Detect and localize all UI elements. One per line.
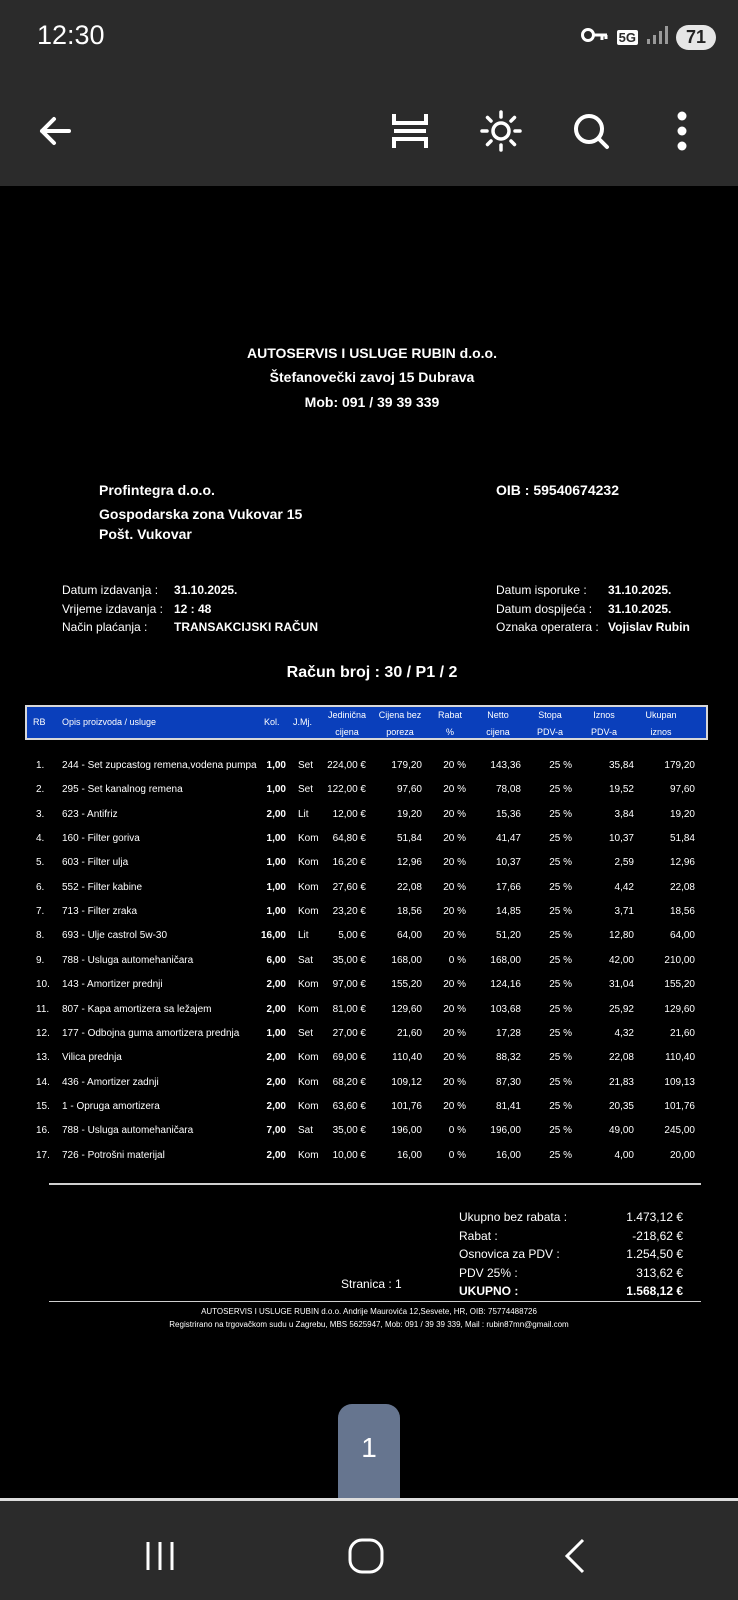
item-quantity: 1,00 <box>266 833 286 845</box>
payment-method-value: TRANSAKCIJSKI RAČUN <box>174 620 319 634</box>
table-row <box>0 1095 738 1119</box>
item-net-price: 17,66 <box>495 881 521 893</box>
item-description: 623 - Antifriz <box>62 808 118 820</box>
item-vat-amount: 3,84 <box>614 808 634 820</box>
item-unit: Lit <box>298 808 309 820</box>
col-iznos-pdv: Iznos PDV-a <box>590 710 617 737</box>
customer-city: Pošt. Vukovar <box>99 526 192 542</box>
item-discount: 20 % <box>443 1076 466 1088</box>
item-quantity: 2,00 <box>266 1076 286 1088</box>
item-discount: 0 % <box>448 1149 466 1161</box>
item-discount: 20 % <box>443 808 466 820</box>
item-rb: 13. <box>36 1052 50 1064</box>
issue-date-value: 31.10.2025. <box>174 583 238 597</box>
item-net-price: 81,41 <box>495 1100 521 1112</box>
item-total: 210,00 <box>664 954 695 966</box>
customer-oib: OIB : 59540674232 <box>496 482 619 498</box>
item-vat-rate: 25 % <box>549 784 572 796</box>
table-row <box>0 754 738 778</box>
item-price-excl-tax: 109,12 <box>391 1076 422 1088</box>
item-vat-amount: 21,83 <box>608 1076 634 1088</box>
item-unit-price: 16,20 € <box>332 857 366 869</box>
item-vat-amount: 10,37 <box>608 833 634 845</box>
item-vat-amount: 49,00 <box>608 1125 634 1137</box>
vat-value: 313,62 € <box>636 1266 683 1280</box>
col-stopa-pdv: Stopa PDV-a <box>536 710 563 737</box>
total-value: 1.568,12 € <box>626 1284 683 1298</box>
item-discount: 20 % <box>443 979 466 991</box>
item-vat-rate: 25 % <box>549 881 572 893</box>
divider-top <box>49 1183 701 1185</box>
col-kol: Kol. <box>264 717 280 727</box>
item-description: 160 - Filter goriva <box>62 833 140 845</box>
table-row <box>0 851 738 875</box>
item-net-price: 14,85 <box>495 906 521 918</box>
delivery-date-label: Datum isporuke : <box>496 583 587 597</box>
invoice-number: Račun broj : 30 / P1 / 2 <box>286 664 458 681</box>
item-total: 110,40 <box>665 1052 695 1064</box>
back-arrow-icon[interactable] <box>25 101 85 161</box>
item-vat-amount: 22,08 <box>608 1052 634 1064</box>
item-vat-rate: 25 % <box>549 760 572 771</box>
item-total: 129,60 <box>664 1003 695 1015</box>
item-description: 807 - Kapa amortizera sa ležajem <box>62 1003 212 1015</box>
status-time: 12:30 <box>37 20 105 50</box>
item-description: 552 - Filter kabine <box>62 881 143 893</box>
item-unit: Kom <box>298 906 319 918</box>
item-quantity: 7,00 <box>266 1125 286 1137</box>
item-rb: 6. <box>36 881 45 893</box>
item-rb: 7. <box>36 906 45 918</box>
item-quantity: 1,00 <box>266 906 286 918</box>
item-rb: 5. <box>36 857 45 869</box>
col-jedinicna-cijena: Jedinična cijena <box>327 710 367 737</box>
item-quantity: 1,00 <box>266 857 286 869</box>
item-vat-rate: 25 % <box>549 1076 572 1088</box>
table-row <box>0 924 738 948</box>
item-rb: 16. <box>36 1125 50 1137</box>
item-unit-price: 224,00 € <box>327 760 366 771</box>
item-unit-price: 97,00 € <box>332 979 366 991</box>
col-netto-cijena: Netto cijena <box>486 710 510 737</box>
item-vat-rate: 25 % <box>549 954 572 966</box>
discount-value: -218,62 € <box>632 1229 683 1243</box>
item-unit: Set <box>298 760 314 771</box>
item-unit-price: 68,20 € <box>332 1076 366 1088</box>
item-total: 12,96 <box>669 857 695 869</box>
item-quantity: 2,00 <box>266 1100 286 1112</box>
item-unit: Sat <box>298 954 314 966</box>
item-description: Vilica prednja <box>62 1052 122 1064</box>
item-price-excl-tax: 155,20 <box>391 979 422 991</box>
item-net-price: 17,28 <box>495 1027 521 1039</box>
item-price-excl-tax: 16,00 <box>396 1149 422 1161</box>
item-rb: 15. <box>36 1100 50 1112</box>
item-rb: 1. <box>36 760 45 771</box>
company-name: AUTOSERVIS I USLUGE RUBIN d.o.o. <box>247 345 497 361</box>
item-net-price: 196,00 <box>490 1125 521 1137</box>
item-vat-rate: 25 % <box>549 1052 572 1064</box>
item-unit: Kom <box>298 1076 319 1088</box>
item-description: 295 - Set kanalnog remena <box>62 784 183 796</box>
item-net-price: 143,36 <box>490 760 521 771</box>
navigation-bar <box>0 1498 738 1600</box>
item-description: 603 - Filter ulja <box>62 857 129 869</box>
col-rabat: Rabat % <box>437 710 463 737</box>
item-net-price: 103,68 <box>490 1003 521 1015</box>
vat-label: PDV 25% : <box>459 1266 518 1280</box>
invoice-document <box>0 186 738 1498</box>
item-vat-amount: 35,84 <box>608 760 634 771</box>
item-rb: 8. <box>36 930 45 942</box>
item-description: 713 - Filter zraka <box>62 906 138 918</box>
item-vat-amount: 3,71 <box>614 906 634 918</box>
item-description: 143 - Amortizer prednji <box>62 979 163 991</box>
item-unit: Set <box>298 784 314 796</box>
table-row <box>0 900 738 924</box>
item-price-excl-tax: 129,60 <box>391 1003 422 1015</box>
item-rb: 4. <box>36 833 45 845</box>
item-vat-rate: 25 % <box>549 906 572 918</box>
item-quantity: 2,00 <box>266 808 286 820</box>
item-discount: 20 % <box>443 1003 466 1015</box>
operator-value: Vojislav Rubin <box>608 620 690 634</box>
item-total: 18,56 <box>669 906 695 918</box>
item-rb: 11. <box>36 1003 50 1015</box>
item-net-price: 168,00 <box>490 954 521 966</box>
item-net-price: 16,00 <box>495 1149 521 1161</box>
item-total: 101,76 <box>664 1100 695 1112</box>
brightness-icon[interactable] <box>471 101 531 161</box>
item-vat-amount: 4,00 <box>614 1149 634 1161</box>
item-total: 20,00 <box>669 1149 695 1161</box>
item-description: 1 - Opruga amortizera <box>62 1100 160 1112</box>
payment-method-label: Način plaćanja : <box>62 620 148 634</box>
item-total: 97,60 <box>669 784 695 796</box>
item-net-price: 51,20 <box>495 930 521 942</box>
item-total: 22,08 <box>669 881 695 893</box>
item-quantity: 2,00 <box>266 1003 286 1015</box>
vpn-key-icon <box>581 27 609 48</box>
item-vat-amount: 25,92 <box>608 1003 634 1015</box>
table-row <box>0 778 738 802</box>
table-row <box>0 1119 738 1143</box>
discount-label: Rabat : <box>459 1229 498 1243</box>
item-total: 51,84 <box>669 833 695 845</box>
col-opis: Opis proizvoda / usluge <box>62 717 157 727</box>
item-price-excl-tax: 196,00 <box>391 1125 422 1137</box>
network-type: 5G <box>618 29 636 45</box>
col-rb: RB <box>33 717 46 727</box>
item-total: 19,20 <box>669 808 695 820</box>
customer-name: Profintegra d.o.o. <box>99 482 215 498</box>
item-unit: Kom <box>298 1100 319 1112</box>
item-price-excl-tax: 179,20 <box>391 760 422 771</box>
item-discount: 20 % <box>443 906 466 918</box>
item-vat-rate: 25 % <box>549 930 572 942</box>
item-price-excl-tax: 51,84 <box>396 833 422 845</box>
item-price-excl-tax: 101,76 <box>391 1100 422 1112</box>
item-total: 179,20 <box>664 760 695 771</box>
item-vat-amount: 12,80 <box>608 930 634 942</box>
item-vat-amount: 20,35 <box>608 1100 634 1112</box>
table-row <box>0 803 738 827</box>
item-unit: Kom <box>298 1149 319 1161</box>
item-vat-amount: 31,04 <box>608 979 634 991</box>
item-net-price: 88,32 <box>495 1052 521 1064</box>
item-total: 109,13 <box>664 1076 695 1088</box>
col-jm: J.Mj. <box>293 717 312 727</box>
item-price-excl-tax: 168,00 <box>391 954 422 966</box>
item-price-excl-tax: 21,60 <box>396 1027 422 1039</box>
item-vat-rate: 25 % <box>549 979 572 991</box>
item-quantity: 2,00 <box>266 979 286 991</box>
item-rb: 3. <box>36 808 45 820</box>
item-description: 436 - Amortizer zadnji <box>62 1076 159 1088</box>
item-discount: 0 % <box>448 954 466 966</box>
table-row <box>0 876 738 900</box>
item-vat-rate: 25 % <box>549 1100 572 1112</box>
item-price-excl-tax: 12,96 <box>396 857 422 869</box>
item-rb: 9. <box>36 954 45 966</box>
item-unit: Kom <box>298 1003 319 1015</box>
item-unit: Kom <box>298 857 319 869</box>
item-unit-price: 122,00 € <box>327 784 366 796</box>
item-price-excl-tax: 19,20 <box>396 808 422 820</box>
item-total: 64,00 <box>669 930 695 942</box>
item-description: 177 - Odbojna guma amortizera prednja <box>62 1027 240 1039</box>
item-vat-amount: 4,42 <box>614 881 634 893</box>
item-discount: 20 % <box>443 1100 466 1112</box>
item-rb: 17. <box>36 1149 50 1161</box>
table-row <box>0 1071 738 1095</box>
item-unit: Sat <box>298 1125 314 1137</box>
home-icon[interactable] <box>336 1531 396 1581</box>
item-unit-price: 10,00 € <box>332 1149 366 1161</box>
item-unit: Kom <box>298 979 319 991</box>
item-vat-rate: 25 % <box>549 808 572 820</box>
item-unit: Kom <box>298 881 319 893</box>
more-vert-icon[interactable] <box>652 101 712 161</box>
item-vat-rate: 25 % <box>549 1149 572 1161</box>
tax-base-label: Osnovica za PDV : <box>459 1247 560 1261</box>
item-description: 693 - Ulje castrol 5w-30 <box>62 930 168 942</box>
item-price-excl-tax: 110,40 <box>392 1052 422 1064</box>
item-vat-rate: 25 % <box>549 833 572 845</box>
company-address: Štefanovečki zavoj 15 Dubrava <box>269 369 475 385</box>
item-discount: 0 % <box>448 1125 466 1137</box>
item-unit-price: 63,60 € <box>332 1100 366 1112</box>
recent-apps-icon[interactable] <box>130 1531 190 1581</box>
item-unit: Kom <box>298 833 319 845</box>
item-net-price: 124,16 <box>490 979 521 991</box>
subtotal-value: 1.473,12 € <box>626 1210 683 1224</box>
signal-icon <box>646 25 668 50</box>
item-unit-price: 69,00 € <box>332 1052 366 1064</box>
subtotal-label: Ukupno bez rabata : <box>459 1210 568 1224</box>
item-unit-price: 64,80 € <box>332 833 366 845</box>
table-row <box>0 1046 738 1070</box>
item-rb: 14. <box>36 1076 50 1088</box>
item-description: 726 - Potrošni materijal <box>62 1149 165 1161</box>
due-date-label: Datum dospijeća : <box>496 602 593 616</box>
item-vat-rate: 25 % <box>549 1027 572 1039</box>
item-quantity: 6,00 <box>266 954 286 966</box>
company-phone: Mob: 091 / 39 39 339 <box>304 394 440 410</box>
col-ukupan-iznos: Ukupan iznos <box>645 710 677 737</box>
item-vat-rate: 25 % <box>549 857 572 869</box>
item-discount: 20 % <box>443 1052 466 1064</box>
item-discount: 20 % <box>443 784 466 796</box>
item-price-excl-tax: 22,08 <box>396 881 422 893</box>
item-net-price: 87,30 <box>495 1076 521 1088</box>
item-vat-amount: 19,52 <box>608 784 634 796</box>
item-unit-price: 23,20 € <box>332 906 366 918</box>
item-description: 244 - Set zupcastog remena,vodena pumpa <box>62 760 257 771</box>
footer-line-2: Registrirano na trgovačkom sudu u Zagrebu, MBS 5625947, Mob: 091 / 39 39 339, Mail : rubin87mn@gmail.com <box>169 1320 569 1329</box>
item-quantity: 2,00 <box>266 1052 286 1064</box>
footer-line-1: AUTOSERVIS I USLUGE RUBIN d.o.o. Andrije Maurovića 12,Sesvete, HR, OIB: 75774488726 <box>201 1307 537 1316</box>
item-net-price: 15,36 <box>495 808 521 820</box>
item-discount: 20 % <box>443 1027 466 1039</box>
table-row <box>0 1144 738 1168</box>
item-unit-price: 27,60 € <box>332 881 366 893</box>
item-unit-price: 12,00 € <box>332 808 366 820</box>
item-vat-rate: 25 % <box>549 1003 572 1015</box>
table-header <box>25 705 708 740</box>
item-quantity: 1,00 <box>266 760 286 771</box>
item-discount: 20 % <box>443 881 466 893</box>
item-rb: 12. <box>36 1027 50 1039</box>
due-date-value: 31.10.2025. <box>608 602 672 616</box>
item-total: 245,00 <box>664 1125 695 1137</box>
item-price-excl-tax: 18,56 <box>396 906 422 918</box>
item-price-excl-tax: 97,60 <box>396 784 422 796</box>
item-unit: Lit <box>298 930 309 942</box>
item-discount: 20 % <box>443 857 466 869</box>
page-label: Stranica : 1 <box>341 1277 402 1291</box>
table-row <box>0 973 738 997</box>
issue-time-label: Vrijeme izdavanja : <box>62 602 163 616</box>
viewer-toolbar <box>0 76 738 186</box>
item-rb: 2. <box>36 784 45 796</box>
customer-address: Gospodarska zona Vukovar 15 <box>99 506 303 522</box>
total-label: UKUPNO : <box>459 1284 519 1298</box>
item-unit-price: 81,00 € <box>332 1003 366 1015</box>
item-vat-amount: 42,00 <box>608 954 634 966</box>
item-unit-price: 5,00 € <box>338 930 366 942</box>
item-quantity: 1,00 <box>266 881 286 893</box>
item-net-price: 78,08 <box>495 784 521 796</box>
table-row <box>0 949 738 973</box>
item-unit-price: 35,00 € <box>332 954 366 966</box>
item-rb: 10. <box>36 979 50 991</box>
battery-icon: 71 <box>676 25 716 50</box>
page-indicator[interactable]: 1 <box>338 1404 400 1500</box>
item-vat-rate: 25 % <box>549 1125 572 1137</box>
item-quantity: 1,00 <box>266 1027 286 1039</box>
item-price-excl-tax: 64,00 <box>396 930 422 942</box>
item-quantity: 16,00 <box>260 930 286 942</box>
table-row <box>0 1022 738 1046</box>
col-cijena-bez-poreza: Cijena bez poreza <box>378 710 422 737</box>
delivery-date-value: 31.10.2025. <box>608 583 672 597</box>
item-discount: 20 % <box>443 760 466 771</box>
item-vat-amount: 2,59 <box>614 857 634 869</box>
fit-page-icon[interactable] <box>380 101 440 161</box>
item-unit: Set <box>298 1027 314 1039</box>
item-description: 788 - Usluga automehaničara <box>62 954 194 966</box>
item-unit-price: 35,00 € <box>332 1125 366 1137</box>
item-discount: 20 % <box>443 930 466 942</box>
tax-base-value: 1.254,50 € <box>626 1247 683 1261</box>
item-net-price: 41,47 <box>495 833 521 845</box>
item-description: 788 - Usluga automehaničara <box>62 1125 194 1137</box>
item-quantity: 1,00 <box>266 784 286 796</box>
item-quantity: 2,00 <box>266 1149 286 1161</box>
issue-date-label: Datum izdavanja : <box>62 583 159 597</box>
status-icons <box>581 22 716 52</box>
item-total: 21,60 <box>669 1027 695 1039</box>
search-icon[interactable] <box>561 101 621 161</box>
item-total: 155,20 <box>664 979 695 991</box>
table-row <box>0 998 738 1022</box>
item-unit-price: 27,00 € <box>332 1027 366 1039</box>
divider-bottom <box>49 1301 701 1302</box>
status-bar <box>0 0 738 76</box>
back-icon[interactable] <box>545 1531 605 1581</box>
operator-label: Oznaka operatera : <box>496 620 599 634</box>
table-row <box>0 827 738 851</box>
item-net-price: 10,37 <box>495 857 521 869</box>
item-unit: Kom <box>298 1052 319 1064</box>
item-discount: 20 % <box>443 833 466 845</box>
item-vat-amount: 4,32 <box>614 1027 634 1039</box>
issue-time-value: 12 : 48 <box>174 602 212 616</box>
